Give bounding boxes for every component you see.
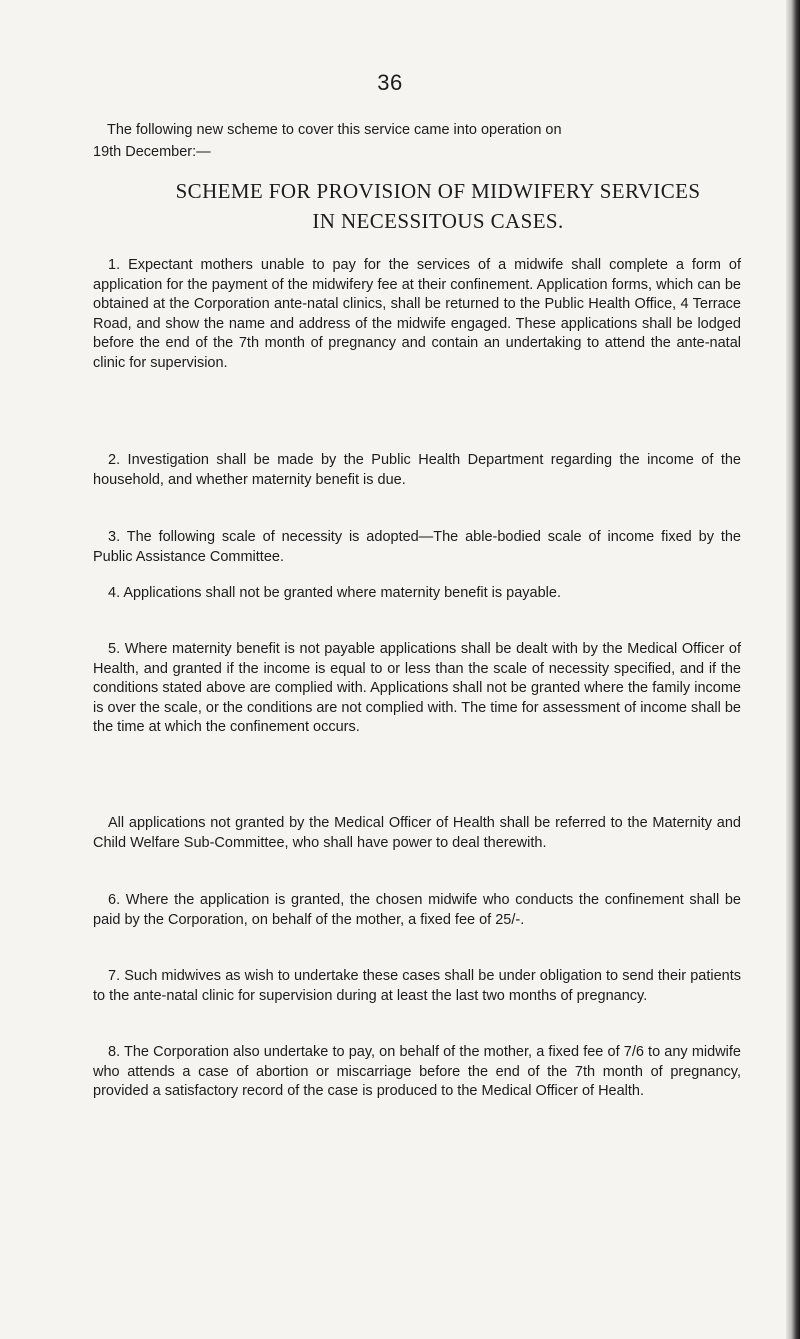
paragraph-5: 5. Where maternity benefit is not payable applications shall be dealt with by the Medical Officer of Health, and granted if the income is equal to or less than the scale of necessity specified, and if the conditions stated above are complied with. Applications shall not be granted where the family income is over the scale, or the conditions are not complied with. The time for assessment of income shall be the time at which the confinement occurs.	[93, 641, 741, 736]
scan-page-edge	[786, 0, 800, 1339]
paragraph-3: 3. The following scale of necessity is adopted—The able-bodied scale of income fixed by the Public Assistance Committee.	[93, 529, 741, 565]
scheme-title-line-2: IN NECESSITOUS CASES.	[312, 209, 564, 233]
paragraph-8: 8. The Corporation also undertake to pay, on behalf of the mother, a fixed fee of 7/6 to any midwife who attends a case of abortion or miscarriage before the end of the 7th month of pregnancy, provided a satisfactory record of the case is produced to the Medical Officer of Health.	[93, 1044, 741, 1100]
paragraph-1: 1. Expectant mothers unable to pay for the services of a midwife shall complete a form of application for the payment of the midwifery fee at their confinement. Application forms, which can be obtained at the Corporation ante-natal clinics, shall be returned to the Public Health Office, 4 Terrace Road, and show the name and address of the midwife engaged. These applications shall be lodged before the end of the 7th month of pregnancy and contain an undertaking to attend the ante-natal clinic for supervision.	[93, 257, 741, 371]
intro-line-1: The following new scheme to cover this service came into operation on	[107, 122, 562, 138]
paragraph-6: 6. Where the application is granted, the chosen midwife who conducts the confinement shall be paid by the Corporation, on behalf of the mother, a fixed fee of 25/-.	[93, 892, 741, 928]
paragraph-2: 2. Investigation shall be made by the Public Health Department regarding the income of the household, and whether maternity benefit is due.	[93, 452, 741, 488]
paragraph-4: 4. Applications shall not be granted where maternity benefit is payable.	[108, 585, 561, 601]
paragraph-referral: All applications not granted by the Medical Officer of Health shall be referred to the Maternity and Child Welfare Sub-Committee, who shall have power to deal therewith.	[93, 815, 741, 851]
page-number: 36	[377, 70, 403, 95]
intro-text	[93, 119, 737, 163]
scheme-title-line-1: SCHEME FOR PROVISION OF MIDWIFERY SERVICES	[175, 179, 701, 203]
paragraph-7: 7. Such midwives as wish to undertake these cases shall be under obligation to send their patients to the ante-natal clinic for supervision during at least the last two months of pregnancy.	[93, 968, 741, 1004]
scheme-title	[93, 176, 783, 236]
intro-line-2: 19th December:—	[93, 144, 211, 160]
